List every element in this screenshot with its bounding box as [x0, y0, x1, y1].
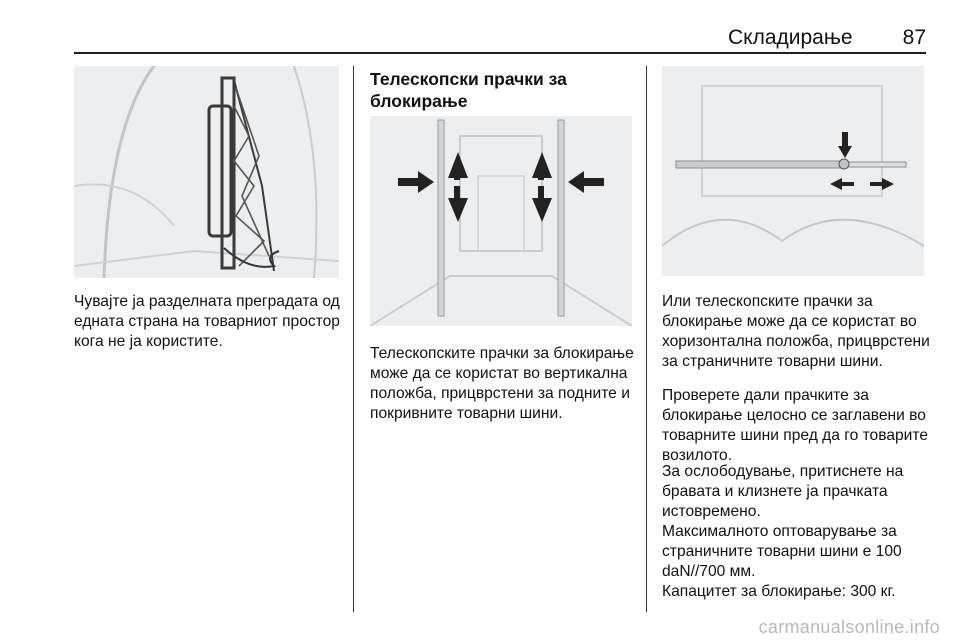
vertical-bars-illustration	[370, 116, 632, 326]
column-divider-2	[646, 66, 647, 612]
right-paragraph-5: Капацитет за блокирање: 300 кг.	[662, 583, 896, 600]
column-divider-1	[353, 66, 354, 612]
middle-caption: Телескопските прачки за блокирање може да се користат во вертикална положба, прицврстени за подните и покривните товарни шини.	[370, 345, 634, 422]
right-paragraph-3: За ослободување, притиснете на бравата и клизнете ја прачката истовремено.	[662, 463, 904, 520]
right-paragraph-4: Максималното оптоварување за страничните товарни шини е 100 daN//700 мм.	[662, 523, 902, 580]
page-title: Складирање	[728, 26, 853, 49]
section-heading: Телескопски прачки за блокирање	[370, 69, 567, 111]
left-caption: Чувајте ја разделната преградата од едната страна на товарниот простор кога не ја користите.	[74, 293, 340, 350]
right-paragraph-2: Проверете дали прачките за блокирање целосно се заглавени во товарните шини пред да го товарите возилото.	[662, 387, 929, 464]
right-paragraph-1: Или телескопските прачки за блокирање може да се користат во хоризонтална положба, прицврстени за страничните товарни шини.	[662, 293, 930, 370]
stowed-partition-illustration	[74, 66, 339, 278]
horizontal-bar-illustration	[662, 66, 924, 276]
watermark: carmanualsonline.info	[758, 617, 940, 637]
header-rule	[74, 52, 926, 54]
page-number: 87	[902, 26, 926, 49]
